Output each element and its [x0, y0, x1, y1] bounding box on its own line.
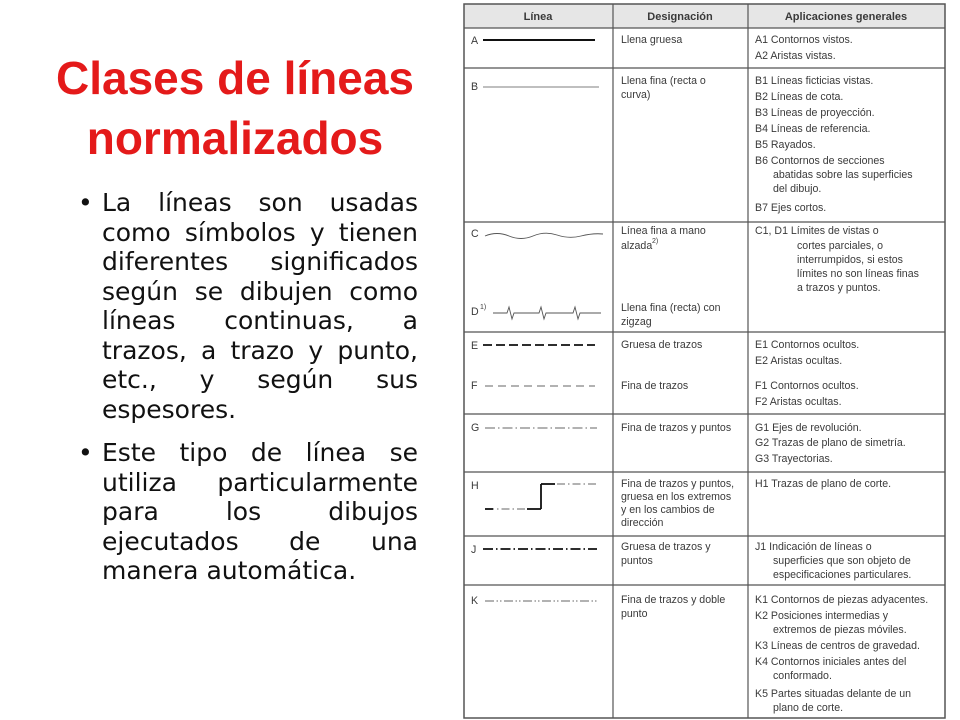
svg-text:plano de corte.: plano de corte. — [773, 702, 844, 714]
svg-text:K2 Posiciones intermedias y: K2 Posiciones intermedias y — [755, 610, 889, 622]
svg-text:límites no son líneas finas: límites no son líneas finas — [797, 268, 919, 280]
svg-text:Llena fina (recta o: Llena fina (recta o — [621, 75, 706, 87]
line-label-a: A — [471, 35, 479, 47]
svg-text:Llena fina (recta) con: Llena fina (recta) con — [621, 302, 721, 314]
svg-text:Gruesa de trazos y: Gruesa de trazos y — [621, 541, 711, 553]
svg-text:B4 Líneas de referencia.: B4 Líneas de referencia. — [755, 123, 871, 135]
svg-text:2): 2) — [652, 238, 659, 245]
line-label-c: C — [471, 228, 479, 240]
line-label-g: G — [471, 422, 480, 434]
svg-text:puntos: puntos — [621, 555, 653, 567]
svg-text:B1 Líneas ficticias vistas.: B1 Líneas ficticias vistas. — [755, 75, 874, 87]
line-label-k: K — [471, 595, 479, 607]
svg-text:Fina de trazos y doble: Fina de trazos y doble — [621, 594, 726, 606]
zigzag-line-sample — [493, 307, 601, 319]
svg-text:K3 Líneas de centros de graved: K3 Líneas de centros de gravedad. — [755, 640, 920, 652]
table-row-b — [471, 75, 913, 214]
svg-text:A2 Aristas vistas.: A2 Aristas vistas. — [755, 50, 836, 62]
table-row-h — [471, 478, 891, 529]
table-row-c-d — [471, 225, 919, 328]
line-types-table — [463, 3, 947, 719]
bullet-item-1: • La líneas son usadas como símbolos y tienen diferentes significados según se dibujen como líneas continuas, a trazos, a trazo y punto, etc., y según sus espesores. — [78, 188, 418, 424]
title-line-2: normalizados — [86, 112, 384, 164]
svg-text:Línea fina a mano: Línea fina a mano — [621, 225, 706, 237]
slide-title — [0, 48, 470, 168]
table-row-g — [471, 422, 906, 465]
table-row-j — [471, 541, 911, 581]
svg-text:A1 Contornos vistos.: A1 Contornos vistos. — [755, 34, 853, 46]
bullet-item-2: • Este tipo de línea se utiliza particularmente para los dibujos ejecutados de una manera automática. — [78, 438, 418, 586]
svg-text:F2 Aristas ocultas.: F2 Aristas ocultas. — [755, 396, 842, 408]
svg-text:Llena gruesa: Llena gruesa — [621, 34, 683, 46]
svg-text:del dibujo.: del dibujo. — [773, 183, 822, 195]
line-label-d: D — [471, 306, 479, 318]
svg-text:Gruesa de trazos: Gruesa de trazos — [621, 339, 703, 351]
table-row-a — [471, 34, 853, 62]
svg-text:G1 Ejes de revolución.: G1 Ejes de revolución. — [755, 422, 862, 434]
svg-text:B5 Rayados.: B5 Rayados. — [755, 139, 816, 151]
svg-text:alzada: alzada — [621, 240, 653, 252]
svg-text:interrumpidos, si estos: interrumpidos, si estos — [797, 254, 903, 266]
table-row-k — [471, 594, 928, 714]
svg-text:a trazos y puntos.: a trazos y puntos. — [797, 282, 881, 294]
svg-text:K1 Contornos de piezas adyacen: K1 Contornos de piezas adyacentes. — [755, 594, 929, 606]
svg-text:Fina de trazos y puntos: Fina de trazos y puntos — [621, 422, 732, 434]
title-line-1: Clases de líneas — [56, 52, 414, 104]
header-designacion: Designación — [647, 11, 713, 23]
svg-text:Fina de trazos y puntos,: Fina de trazos y puntos, — [621, 478, 735, 490]
line-label-f: F — [471, 380, 478, 392]
svg-text:dirección: dirección — [621, 517, 664, 529]
svg-text:G3 Trayectorias.: G3 Trayectorias. — [755, 453, 833, 465]
svg-text:G2 Trazas de plano de simetría: G2 Trazas de plano de simetría. — [755, 437, 906, 449]
svg-text:C1, D1 Límites de vistas o: C1, D1 Límites de vistas o — [755, 225, 879, 237]
svg-text:B2 Líneas de cota.: B2 Líneas de cota. — [755, 91, 844, 103]
cutting-plane-line-sample — [485, 484, 599, 509]
svg-text:J1 Indicación de líneas o: J1 Indicación de líneas o — [755, 541, 872, 553]
svg-text:B7 Ejes cortos.: B7 Ejes cortos. — [755, 202, 827, 214]
svg-text:K5 Partes situadas delante de: K5 Partes situadas delante de un — [755, 688, 912, 700]
svg-text:H1 Trazas de plano de corte.: H1 Trazas de plano de corte. — [755, 478, 892, 490]
svg-text:especificaciones particulares.: especificaciones particulares. — [773, 569, 912, 581]
svg-text:abatidas sobre las superficies: abatidas sobre las superficies — [773, 169, 913, 181]
svg-text:extremos de piezas móviles.: extremos de piezas móviles. — [773, 624, 907, 636]
svg-text:Fina de trazos: Fina de trazos — [621, 380, 689, 392]
line-label-h: H — [471, 480, 479, 492]
svg-text:gruesa en los extremos: gruesa en los extremos — [621, 491, 732, 503]
line-label-e: E — [471, 340, 479, 352]
svg-text:conformado.: conformado. — [773, 670, 832, 682]
svg-text:zigzag: zigzag — [621, 316, 652, 328]
svg-text:B3 Líneas de proyección.: B3 Líneas de proyección. — [755, 107, 875, 119]
freehand-line-sample — [485, 233, 603, 238]
svg-text:B6 Contornos de secciones: B6 Contornos de secciones — [755, 155, 885, 167]
svg-text:E1 Contornos ocultos.: E1 Contornos ocultos. — [755, 339, 860, 351]
svg-text:curva): curva) — [621, 89, 651, 101]
bullet-list — [78, 188, 418, 600]
svg-text:F1 Contornos ocultos.: F1 Contornos ocultos. — [755, 380, 859, 392]
svg-text:superficies que son objeto de: superficies que son objeto de — [773, 555, 911, 567]
svg-text:cortes parciales, o: cortes parciales, o — [797, 240, 883, 252]
line-label-j: J — [471, 544, 477, 556]
svg-text:punto: punto — [621, 608, 648, 620]
svg-text:K4 Contornos iniciales antes d: K4 Contornos iniciales antes del — [755, 656, 907, 668]
header-linea: Línea — [523, 11, 553, 23]
table-row-e-f — [471, 339, 859, 408]
header-aplicaciones: Aplicaciones generales — [784, 11, 908, 23]
svg-text:E2 Aristas ocultas.: E2 Aristas ocultas. — [755, 355, 843, 367]
svg-text:1): 1) — [480, 304, 487, 311]
svg-text:y en los cambios de: y en los cambios de — [621, 504, 715, 516]
line-label-b: B — [471, 81, 479, 93]
